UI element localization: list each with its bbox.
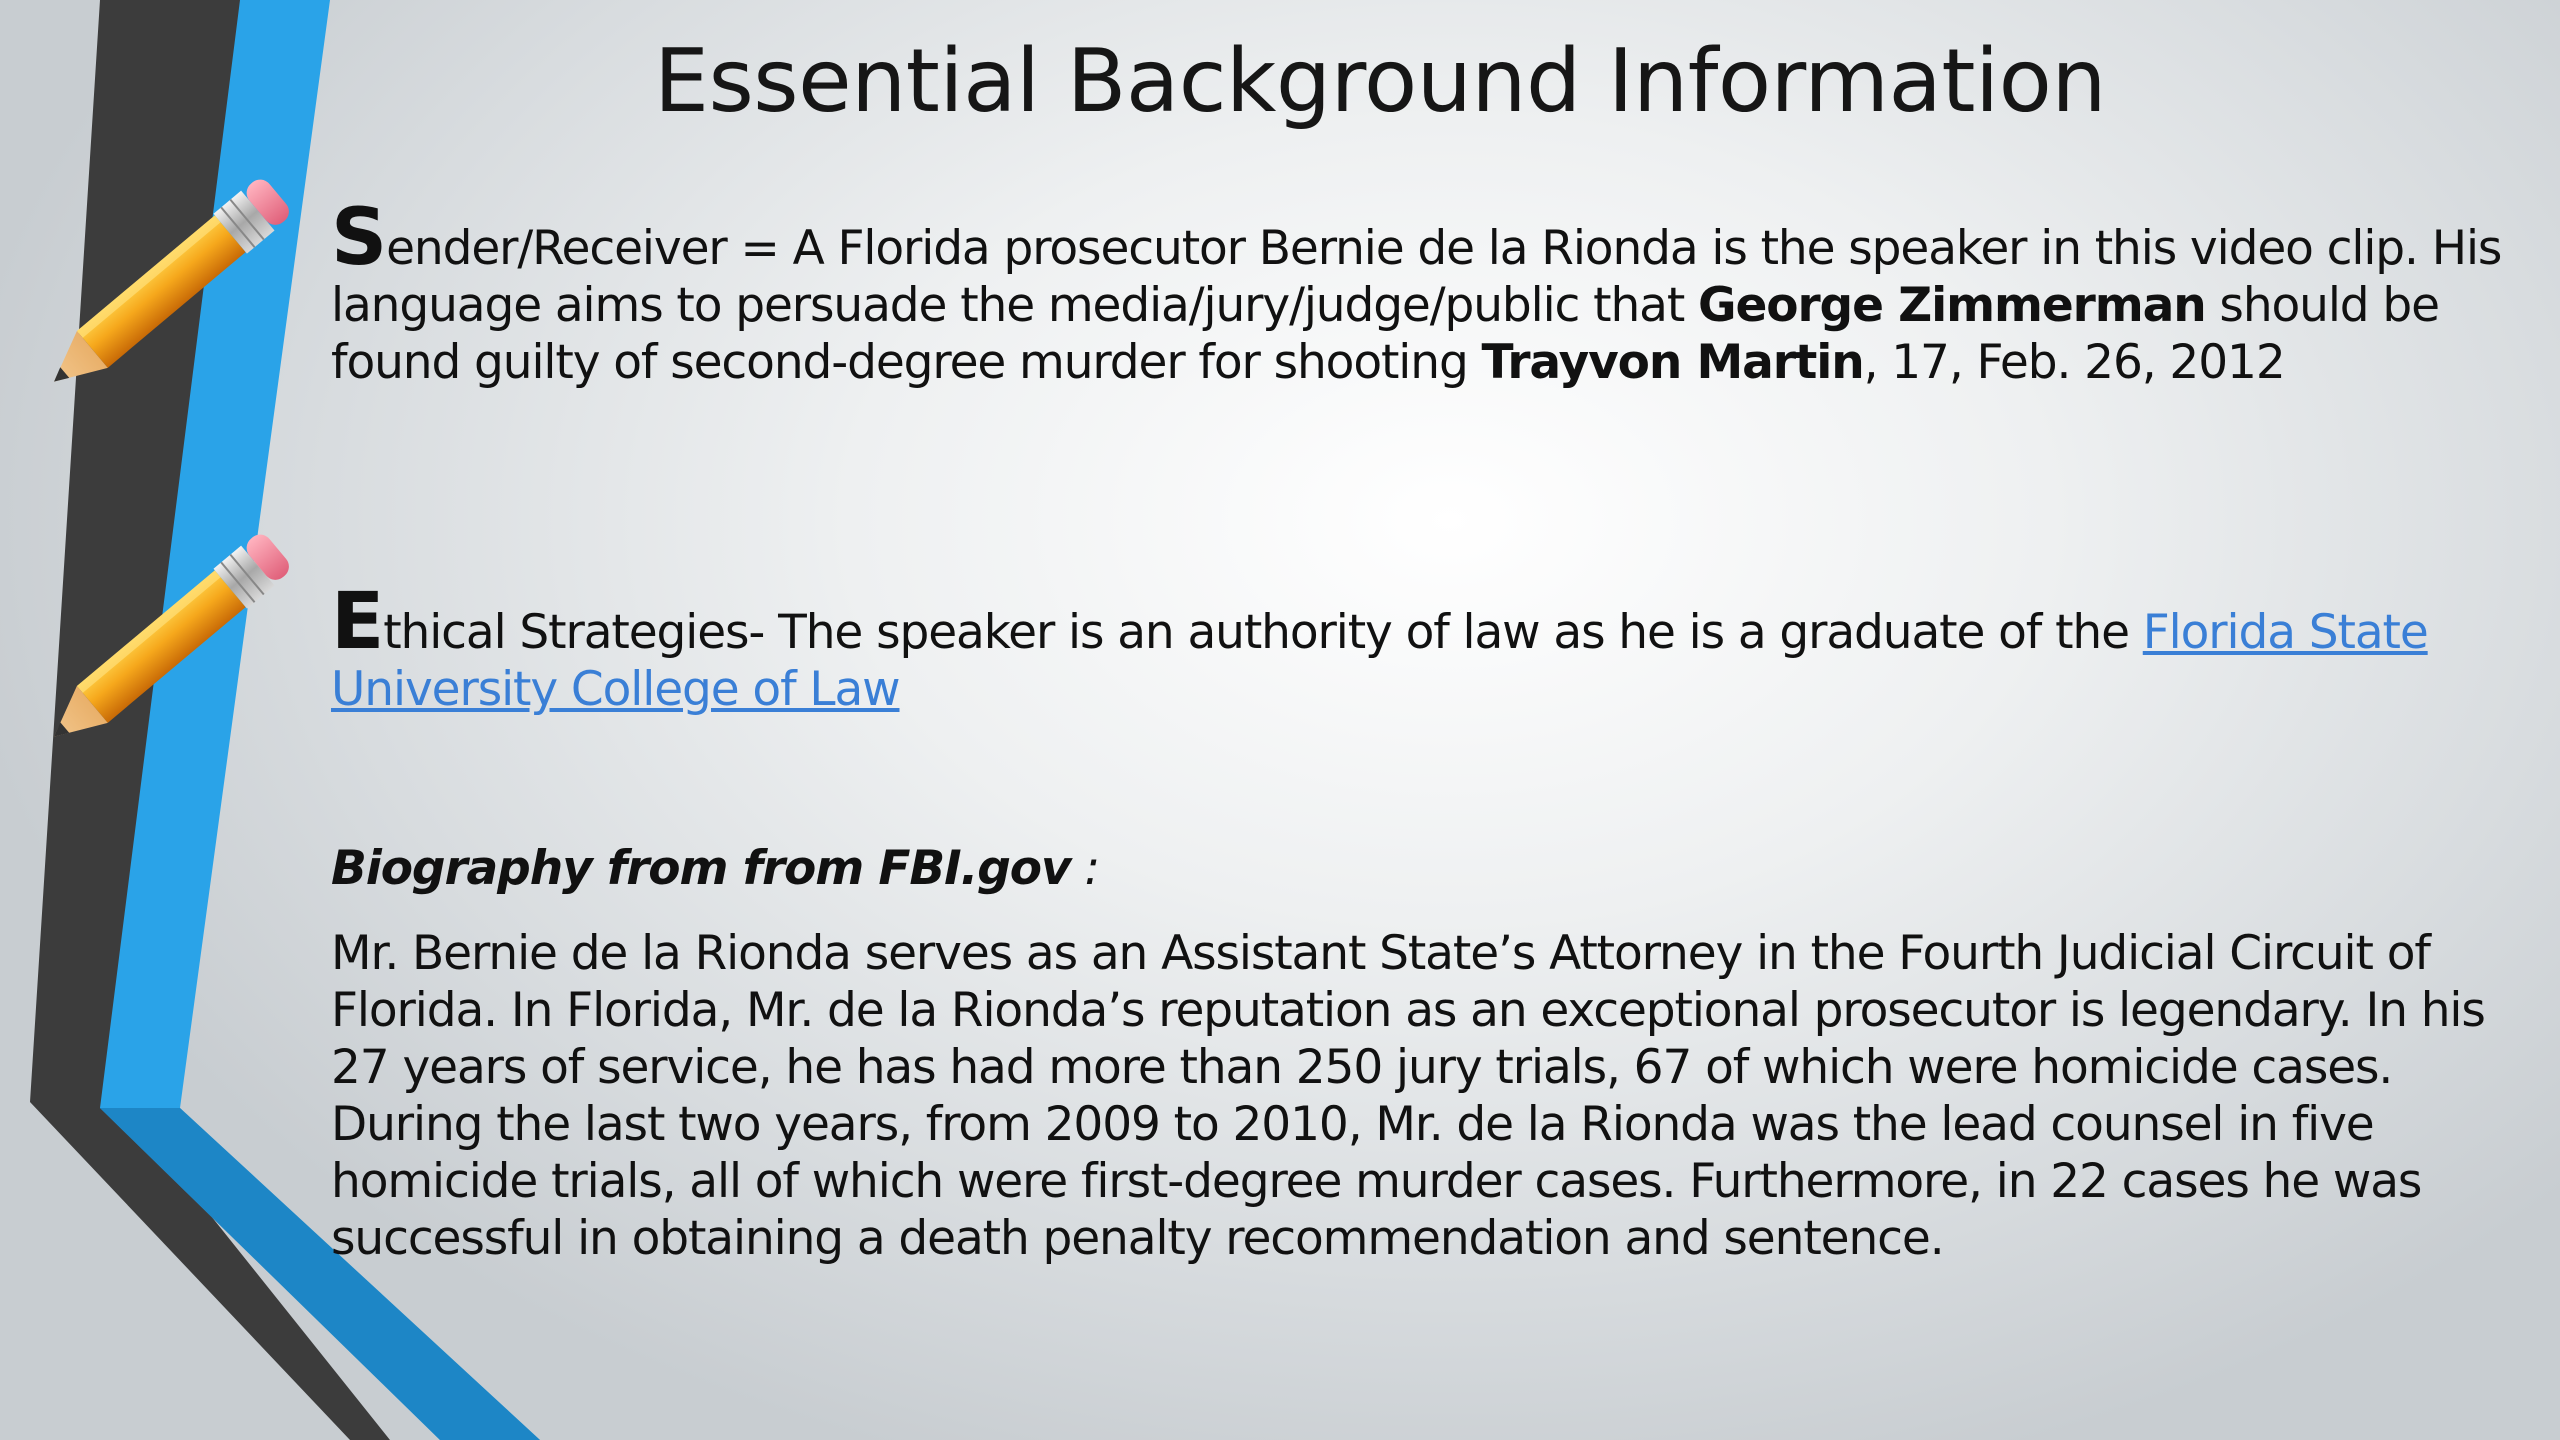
ethical-strategies-paragraph bbox=[331, 577, 2521, 718]
sender-text-c: , 17, Feb. 26, 2012 bbox=[1863, 335, 2285, 390]
ethical-text: thical Strategies- The speaker is an authority of law as he is a graduate of the bbox=[383, 605, 2143, 660]
biography-heading-colon: : bbox=[1070, 841, 1100, 896]
biography-heading-text: Biography from from FBI.gov bbox=[331, 841, 1071, 896]
fsu-law-link[interactable]: Florida State University College of Law bbox=[331, 605, 2428, 717]
slide-title: Essential Background Information bbox=[654, 30, 2106, 132]
name-trayvon-martin: Trayvon Martin bbox=[1481, 335, 1864, 390]
drop-initial-e: E bbox=[331, 577, 384, 667]
biography-body: Mr. Bernie de la Rionda serves as an Assistant State’s Attorney in the Fourth Judicial Circuit of Florida. In Florida, Mr. de la Rionda’s reputation as an exceptional prosecutor is legendary. In his 27 years of service, he has had more than 250 jury trials, 67 of which were homicide cases. During the last two years, from 2009 to 2010, Mr. de la Rionda was the lead counsel in five homicide trials, all of which were first-degree murder cases. Furthermore, in 22 cases he was successful in obtaining a death penalty recommendation and sentence. bbox=[331, 926, 2485, 1266]
sender-text-a: ender/Receiver = A Florida prosecutor Bernie de la Rionda is the speaker in this video clip. His language aims to persuade the media/jury/judge/public that bbox=[331, 221, 2502, 333]
sender-receiver-paragraph bbox=[331, 193, 2521, 391]
biography-heading bbox=[331, 840, 2521, 897]
name-george-zimmerman: George Zimmerman bbox=[1698, 278, 2206, 333]
sender-text-b: should be found guilty of second-degree murder for shooting bbox=[331, 278, 2439, 390]
drop-initial-s: S bbox=[331, 193, 387, 283]
